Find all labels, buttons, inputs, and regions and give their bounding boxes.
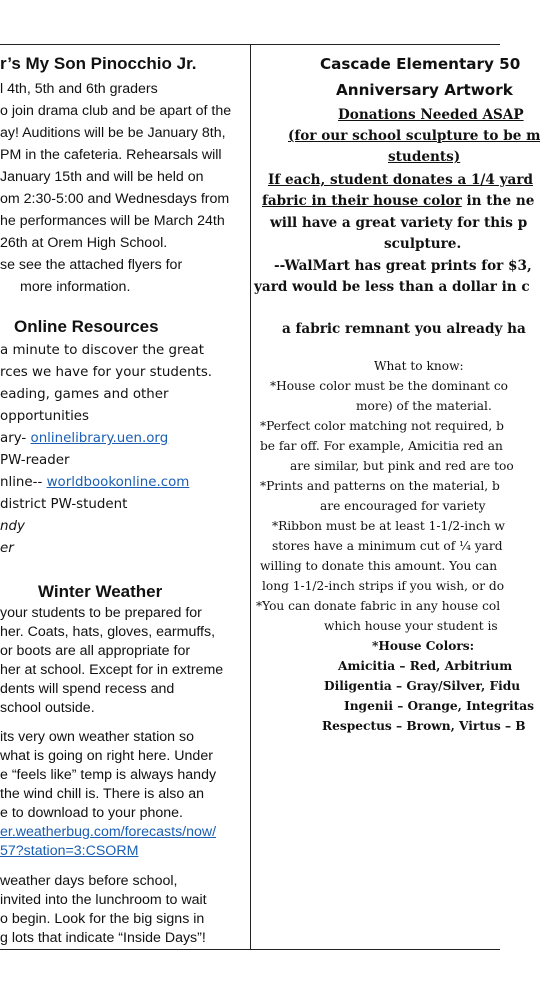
house-color-line: Ingenii – Orange, Integritas bbox=[344, 699, 535, 713]
pinocchio-line: l 4th, 5th and 6th graders bbox=[0, 81, 158, 97]
rule-line: *Perfect color matching not required, b bbox=[260, 419, 504, 433]
rule-line: be far off. For example, Amicitia red an bbox=[260, 439, 503, 453]
pinocchio-line: o join drama club and be apart of the bbox=[0, 103, 232, 119]
pinocchio-line: PM in the cafeteria. Rehearsals will bbox=[0, 147, 222, 163]
pinocchio-line: January 15th and will be held on bbox=[0, 169, 204, 185]
rule-line: which house your student is bbox=[324, 619, 498, 633]
right-column bbox=[252, 44, 540, 949]
library-line bbox=[0, 429, 168, 448]
weather-line: or boots are all appropriate for bbox=[0, 643, 191, 659]
house-color-line: Diligentia – Gray/Silver, Fidu bbox=[324, 679, 521, 693]
fabric-rest: in the ne bbox=[461, 193, 535, 209]
weather-line: school outside. bbox=[0, 700, 95, 716]
weather-line: e to download to your phone. bbox=[0, 805, 183, 821]
anniversary-title: Cascade Elementary 50 bbox=[320, 55, 521, 73]
if-each-line: If each, student donates a 1/4 yard bbox=[268, 172, 533, 188]
online-library-link[interactable]: onlinelibrary.uen.org bbox=[30, 431, 169, 446]
fabric-line bbox=[262, 190, 534, 212]
donations-heading: Donations Needed ASAP bbox=[338, 107, 524, 123]
weather-line: weather days before school, bbox=[0, 873, 178, 889]
ndy-line: ndy bbox=[0, 519, 25, 534]
pinocchio-line: ay! Auditions will be be January 8th, bbox=[0, 125, 226, 141]
weather-title: Winter Weather bbox=[38, 582, 163, 601]
resources-title: Online Resources bbox=[14, 317, 159, 336]
weather-line: g lots that indicate “Inside Days”! bbox=[0, 930, 206, 946]
rule-line: *House color must be the dominant co bbox=[270, 379, 508, 393]
walmart-line: --WalMart has great prints for $3, bbox=[274, 258, 532, 274]
column-divider bbox=[250, 44, 251, 950]
resources-line: opportunities bbox=[0, 409, 90, 424]
worldbook-prefix: nline-- bbox=[0, 475, 47, 490]
rule-line: are encouraged for variety bbox=[320, 499, 486, 513]
house-color-line: Respectus – Brown, Virtus – B bbox=[322, 719, 526, 733]
pinocchio-line: 26th at Orem High School. bbox=[0, 235, 168, 251]
resources-line: a minute to discover the great bbox=[0, 343, 204, 358]
resources-line: eading, games and other bbox=[0, 387, 169, 402]
sculpture-note-2: students) bbox=[388, 149, 461, 165]
rule-line: *Ribbon must be at least 1-1/2-inch w bbox=[272, 519, 505, 533]
pinocchio-line: more information. bbox=[20, 279, 131, 295]
rule-line: long 1-1/2-inch strips if you wish, or do bbox=[262, 579, 505, 593]
weather-line: what is going on right here. Under bbox=[0, 748, 213, 764]
house-color-line: Amicitia – Red, Arbitrium bbox=[338, 659, 513, 673]
library-prefix: ary- bbox=[0, 431, 31, 446]
fabric-house-color: fabric in their house color bbox=[262, 193, 462, 209]
resources-line: rces we have for your students. bbox=[0, 365, 213, 380]
remnant-line: a fabric remnant you already ha bbox=[282, 321, 526, 337]
pinocchio-line: se see the attached flyers for bbox=[0, 257, 183, 273]
worldbook-link[interactable]: worldbookonline.com bbox=[46, 475, 190, 490]
rule-line: more) of the material. bbox=[356, 399, 492, 413]
pinocchio-line: he performances will be March 24th bbox=[0, 213, 225, 229]
rule-line: stores have a minimum cut of ¼ yard bbox=[272, 539, 503, 553]
sculpture-note: (for our school sculpture to be m bbox=[288, 128, 540, 144]
sculpture-word: sculpture. bbox=[384, 236, 462, 252]
rule-line: *Prints and patterns on the material, b bbox=[260, 479, 500, 493]
worldbook-line bbox=[0, 473, 189, 492]
weather-line: e “feels like” temp is always handy bbox=[0, 767, 217, 783]
weather-line: your students to be prepared for bbox=[0, 605, 202, 621]
er-line: er bbox=[0, 541, 14, 556]
reader-line: PW-reader bbox=[0, 453, 70, 468]
what-to-know: What to know: bbox=[374, 359, 464, 373]
weather-line: the wind chill is. There is also an bbox=[0, 786, 204, 802]
weather-line: o begin. Look for the big signs in bbox=[0, 911, 205, 927]
rule-line: are similar, but pink and red are too bbox=[290, 459, 514, 473]
weather-line: invited into the lunchroom to wait bbox=[0, 892, 207, 908]
rule-line: *You can donate fabric in any house col bbox=[256, 599, 501, 613]
left-column bbox=[0, 44, 250, 949]
house-colors-label: *House Colors: bbox=[372, 639, 475, 653]
weather-line: her at school. Except for in extreme bbox=[0, 662, 224, 678]
weather-line: her. Coats, hats, gloves, earmuffs, bbox=[0, 624, 216, 640]
weather-line: dents will spend recess and bbox=[0, 681, 175, 697]
pinocchio-line: om 2:30-5:00 and Wednesdays from bbox=[0, 191, 230, 207]
pinocchio-title: r’s My Son Pinocchio Jr. bbox=[0, 54, 197, 73]
yard-line: yard would be less than a dollar in c bbox=[254, 279, 530, 295]
anniversary-title-2: Anniversary Artwork bbox=[336, 81, 513, 99]
rule-line: willing to donate this amount. You can bbox=[260, 559, 498, 573]
variety-line: will have a great variety for this p bbox=[270, 215, 528, 231]
weatherbug-link[interactable]: er.weatherbug.com/forecasts/now/ bbox=[0, 824, 217, 840]
district-line: district PW-student bbox=[0, 497, 128, 512]
weatherbug-link-cont[interactable]: 57?station=3:CSORM bbox=[0, 843, 139, 859]
weather-line: its very own weather station so bbox=[0, 729, 194, 745]
